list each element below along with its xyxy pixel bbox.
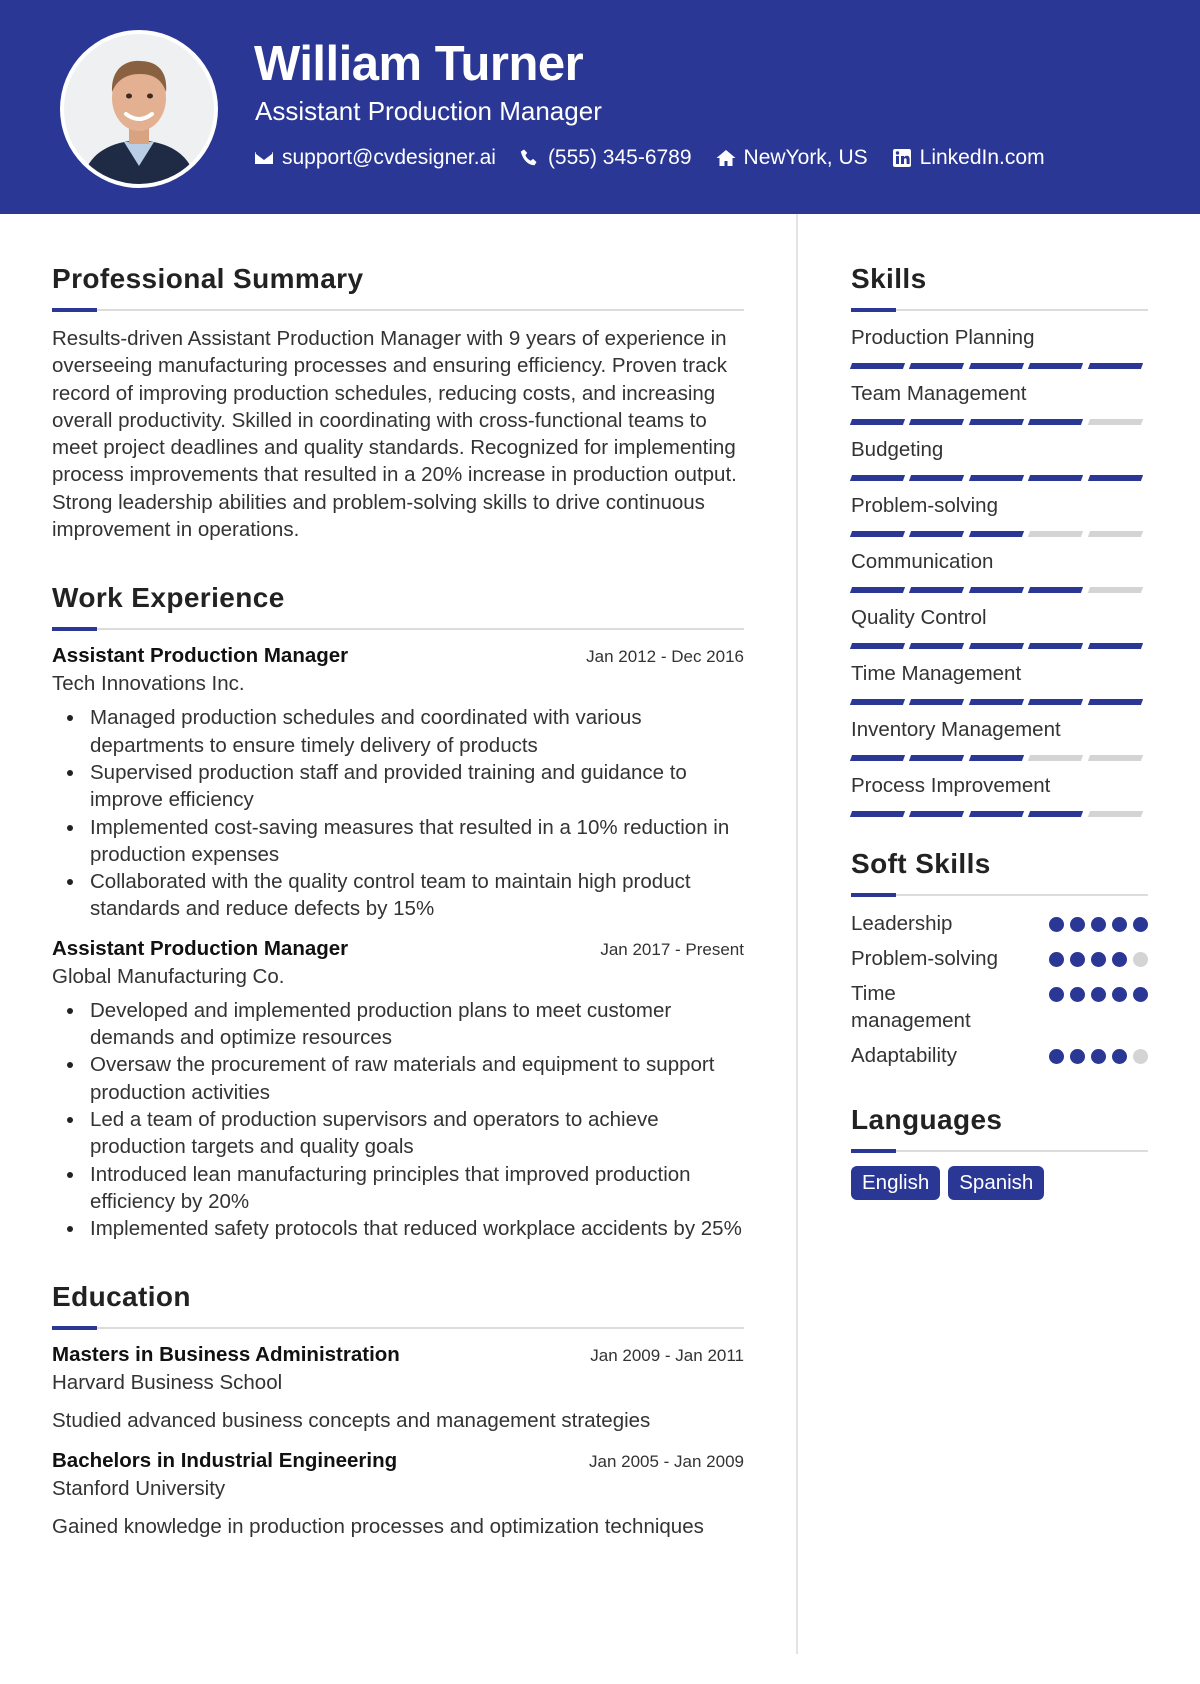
skill-level-segment	[1088, 699, 1144, 705]
bullet-text: Developed and implemented production plans to meet customer demands and optimize resources	[90, 998, 672, 1050]
school-name: Harvard Business School	[52, 1371, 283, 1395]
bullet-text: Implemented cost-saving measures that resulted in a 10% reduction in production expenses	[90, 815, 730, 866]
job-header	[52, 644, 744, 668]
skill-level-segment	[850, 419, 906, 425]
soft-skills-list	[851, 910, 1148, 1069]
skill-item	[851, 549, 1148, 593]
rating-dot-icon	[1049, 1049, 1064, 1064]
candidate-role: Assistant Production Manager	[255, 96, 602, 126]
skill-level-segment	[1028, 699, 1084, 705]
skill-level-segment	[969, 699, 1025, 705]
skill-level-segment	[909, 531, 965, 537]
rating-dot-icon	[1112, 917, 1127, 932]
rating-dot-icon	[1091, 952, 1106, 967]
section-rule	[52, 308, 744, 311]
skill-level-segment	[909, 587, 965, 593]
skill-item	[851, 661, 1148, 705]
list-item	[52, 814, 744, 869]
skill-level-segment	[850, 811, 906, 817]
avatar	[60, 30, 218, 188]
skill-level-segment	[1088, 531, 1144, 537]
soft-skill-name: Leadership	[851, 912, 953, 935]
soft-skill-name: Time management	[851, 982, 971, 1032]
skill-level-segment	[969, 475, 1025, 481]
skill-item	[851, 437, 1148, 481]
sidebar-column	[851, 262, 1148, 1200]
skill-name: Communication	[851, 550, 994, 573]
skill-name: Quality Control	[851, 606, 987, 629]
rating-dot-icon	[1070, 917, 1085, 932]
skill-level-segment	[1028, 755, 1084, 761]
skill-level-bar	[851, 475, 1148, 481]
skill-name: Inventory Management	[851, 718, 1061, 741]
skill-level-segment	[909, 643, 965, 649]
skill-level-segment	[1028, 363, 1084, 369]
skill-level-segment	[1028, 811, 1084, 817]
bullet-text: Collaborated with the quality control team to maintain high product standards and reduce defects by 15%	[90, 870, 691, 921]
soft-skills-heading: Soft Skills	[851, 848, 991, 879]
rating-dot-icon	[1070, 987, 1085, 1002]
list-item	[52, 1161, 744, 1216]
skill-level-bar	[851, 811, 1148, 817]
contact-email-text: support@cvdesigner.ai	[282, 146, 496, 169]
bullet-text: Implemented safety protocols that reduced workplace accidents by 25%	[90, 1217, 742, 1241]
skill-name: Team Management	[851, 382, 1027, 405]
bullet-icon	[67, 1008, 73, 1014]
rating-dot-icon	[1091, 1049, 1106, 1064]
skills-heading: Skills	[851, 263, 927, 294]
job-dates: Jan 2012 - Dec 2016	[586, 647, 744, 667]
skill-level-segment	[969, 531, 1025, 537]
skill-level-segment	[969, 755, 1025, 761]
linkedin-icon	[892, 148, 912, 168]
section-rule	[851, 893, 1148, 896]
skills-section	[851, 262, 1148, 817]
summary-heading: Professional Summary	[52, 263, 364, 294]
rating-dot-icon	[1133, 987, 1148, 1002]
degree-title: Masters in Business Administration	[52, 1343, 400, 1367]
skill-level-segment	[909, 699, 965, 705]
soft-skills-section	[851, 847, 1148, 1069]
skill-level-segment	[850, 363, 906, 369]
skill-name: Budgeting	[851, 438, 944, 461]
skill-level-segment	[850, 587, 906, 593]
skill-name: Production Planning	[851, 326, 1035, 349]
skill-level-segment	[1028, 419, 1084, 425]
skill-level-bar	[851, 587, 1148, 593]
rating-dot-icon	[1049, 917, 1064, 932]
rating-dot-icon	[1133, 1049, 1148, 1064]
list-item	[52, 759, 744, 814]
section-rule	[851, 1149, 1148, 1152]
profile-photo	[64, 34, 214, 184]
list-item	[52, 997, 744, 1052]
contact-location-text: NewYork, US	[743, 146, 868, 169]
education-header	[52, 1449, 744, 1473]
skill-level-segment	[909, 363, 965, 369]
education-entry	[52, 1343, 744, 1433]
education-description: Gained knowledge in production processes and optimization techniques	[52, 1515, 704, 1539]
contact-email[interactable]	[254, 146, 496, 170]
section-rule	[851, 308, 1148, 311]
skill-level-segment	[909, 475, 965, 481]
soft-skill-name: Adaptability	[851, 1044, 957, 1067]
skill-level-segment	[969, 643, 1025, 649]
school-name: Stanford University	[52, 1477, 226, 1501]
job-entry	[52, 937, 744, 1243]
languages-list	[851, 1166, 1148, 1200]
education-dates: Jan 2009 - Jan 2011	[590, 1346, 744, 1366]
degree-title: Bachelors in Industrial Engineering	[52, 1449, 398, 1473]
skill-level-segment	[1088, 755, 1144, 761]
list-item	[52, 868, 744, 923]
rating-dot-icon	[1049, 987, 1064, 1002]
skill-level-segment	[1088, 811, 1144, 817]
section-rule	[52, 627, 744, 630]
bullet-text: Managed production schedules and coordinated with various departments to ensure timely delivery of products	[90, 706, 642, 757]
bullet-text: Supervised production staff and provided training and guidance to improve efficiency	[90, 760, 687, 812]
bullet-icon	[67, 879, 73, 885]
skill-level-segment	[1028, 475, 1084, 481]
contact-linkedin[interactable]	[892, 146, 1045, 170]
rating-dot-icon	[1112, 1049, 1127, 1064]
job-dates: Jan 2017 - Present	[600, 939, 744, 959]
skill-level-segment	[1028, 643, 1084, 649]
job-bullets	[52, 997, 744, 1243]
skill-level-segment	[850, 643, 906, 649]
bullet-text: Oversaw the procurement of raw materials and equipment to support production activities	[90, 1053, 715, 1104]
section-rule	[52, 1326, 744, 1329]
skills-list	[851, 325, 1148, 817]
skill-level-segment	[1028, 587, 1084, 593]
soft-skill-item	[851, 945, 1148, 972]
rating-dot-icon	[1070, 1049, 1085, 1064]
skill-level-segment	[1088, 643, 1144, 649]
soft-skill-name: Problem-solving	[851, 947, 998, 970]
rating-dot-icon	[1133, 917, 1148, 932]
contact-location	[716, 146, 868, 170]
soft-skill-rating	[1043, 1049, 1148, 1064]
bullet-icon	[67, 770, 73, 776]
skill-level-bar	[851, 699, 1148, 705]
column-divider	[796, 214, 798, 1654]
skill-level-segment	[850, 699, 906, 705]
list-item	[52, 704, 744, 759]
education-entry	[52, 1449, 744, 1539]
job-bullets	[52, 704, 744, 922]
education-header	[52, 1343, 744, 1367]
education-heading: Education	[52, 1281, 191, 1313]
skill-level-bar	[851, 755, 1148, 761]
language-tag: Spanish	[948, 1166, 1044, 1200]
contact-linkedin-text: LinkedIn.com	[919, 146, 1045, 169]
skill-name: Time Management	[851, 662, 1022, 685]
summary-text: Results-driven Assistant Production Manager with 9 years of experience in overseeing manufacturing processes and ensuring efficiency. Proven track record of improving production schedules, reducing costs, and increasing overall productivity. Skilled in coordinating with cross-functional teams to meet project deadlines and quality standards. Recognized for implementing process improvements that resulted in a 20% increase in production output. Strong leadership abilities and problem-solving skills to drive continuous improvement in operations.	[52, 327, 737, 542]
skill-name: Process Improvement	[851, 774, 1051, 797]
list-item	[52, 1051, 744, 1106]
job-title: Assistant Production Manager	[52, 644, 349, 668]
skill-item	[851, 773, 1148, 817]
rating-dot-icon	[1049, 952, 1064, 967]
skill-level-bar	[851, 643, 1148, 649]
skill-level-segment	[1088, 419, 1144, 425]
rating-dot-icon	[1133, 952, 1148, 967]
rating-dot-icon	[1112, 952, 1127, 967]
skill-level-bar	[851, 531, 1148, 537]
education-section	[52, 1280, 744, 1539]
skill-level-segment	[1088, 363, 1144, 369]
list-item	[52, 1215, 744, 1242]
skill-level-segment	[850, 531, 906, 537]
bullet-text: Led a team of production supervisors and operators to achieve production targets and quality goals	[90, 1107, 659, 1159]
skill-level-segment	[909, 811, 965, 817]
envelope-icon	[254, 148, 274, 168]
skill-name: Problem-solving	[851, 494, 998, 517]
bullet-icon	[67, 1172, 73, 1178]
phone-icon	[520, 148, 540, 168]
rating-dot-icon	[1112, 987, 1127, 1002]
rating-dot-icon	[1091, 917, 1106, 932]
company-name: Global Manufacturing Co.	[52, 964, 285, 988]
language-tag: English	[851, 1166, 940, 1200]
languages-section	[851, 1103, 1148, 1200]
skill-level-segment	[969, 419, 1025, 425]
soft-skill-item	[851, 980, 1148, 1034]
contact-phone[interactable]	[520, 146, 692, 170]
skill-level-segment	[969, 363, 1025, 369]
skill-level-segment	[1088, 475, 1144, 481]
bullet-icon	[67, 1062, 73, 1068]
summary-section	[52, 262, 744, 543]
contact-info	[254, 146, 1069, 170]
job-entry	[52, 644, 744, 922]
bullet-icon	[67, 1226, 73, 1232]
skill-level-segment	[969, 811, 1025, 817]
resume-header	[0, 0, 1200, 214]
soft-skill-rating	[1043, 987, 1148, 1002]
languages-heading: Languages	[851, 1104, 1003, 1135]
skill-item	[851, 605, 1148, 649]
job-header	[52, 937, 744, 961]
company-name: Tech Innovations Inc.	[52, 672, 245, 696]
experience-section	[52, 581, 744, 1242]
bullet-icon	[67, 825, 73, 831]
soft-skill-rating	[1043, 917, 1148, 932]
skill-item	[851, 717, 1148, 761]
bullet-icon	[67, 1117, 73, 1123]
contact-phone-text: (555) 345-6789	[547, 146, 692, 169]
home-icon	[716, 148, 736, 168]
skill-item	[851, 381, 1148, 425]
experience-heading: Work Experience	[52, 582, 285, 614]
list-item	[52, 1106, 744, 1161]
skill-level-segment	[1028, 531, 1084, 537]
soft-skill-item	[851, 1042, 1148, 1069]
skill-item	[851, 493, 1148, 537]
skill-level-bar	[851, 419, 1148, 425]
soft-skill-item	[851, 910, 1148, 937]
bullet-text: Introduced lean manufacturing principles that improved production efficiency by 20%	[90, 1162, 691, 1213]
education-dates: Jan 2005 - Jan 2009	[588, 1452, 744, 1472]
skill-level-segment	[850, 475, 906, 481]
skill-level-bar	[851, 363, 1148, 369]
skill-level-segment	[909, 419, 965, 425]
soft-skill-rating	[1043, 952, 1148, 967]
skill-level-segment	[850, 755, 906, 761]
education-description: Studied advanced business concepts and management strategies	[52, 1409, 651, 1433]
job-title: Assistant Production Manager	[52, 936, 349, 960]
main-column	[52, 262, 744, 1539]
rating-dot-icon	[1091, 987, 1106, 1002]
skill-level-segment	[1088, 587, 1144, 593]
rating-dot-icon	[1070, 952, 1085, 967]
candidate-name: William Turner	[254, 37, 584, 91]
skill-level-segment	[909, 755, 965, 761]
skill-level-segment	[969, 587, 1025, 593]
bullet-icon	[67, 715, 73, 721]
skill-item	[851, 325, 1148, 369]
